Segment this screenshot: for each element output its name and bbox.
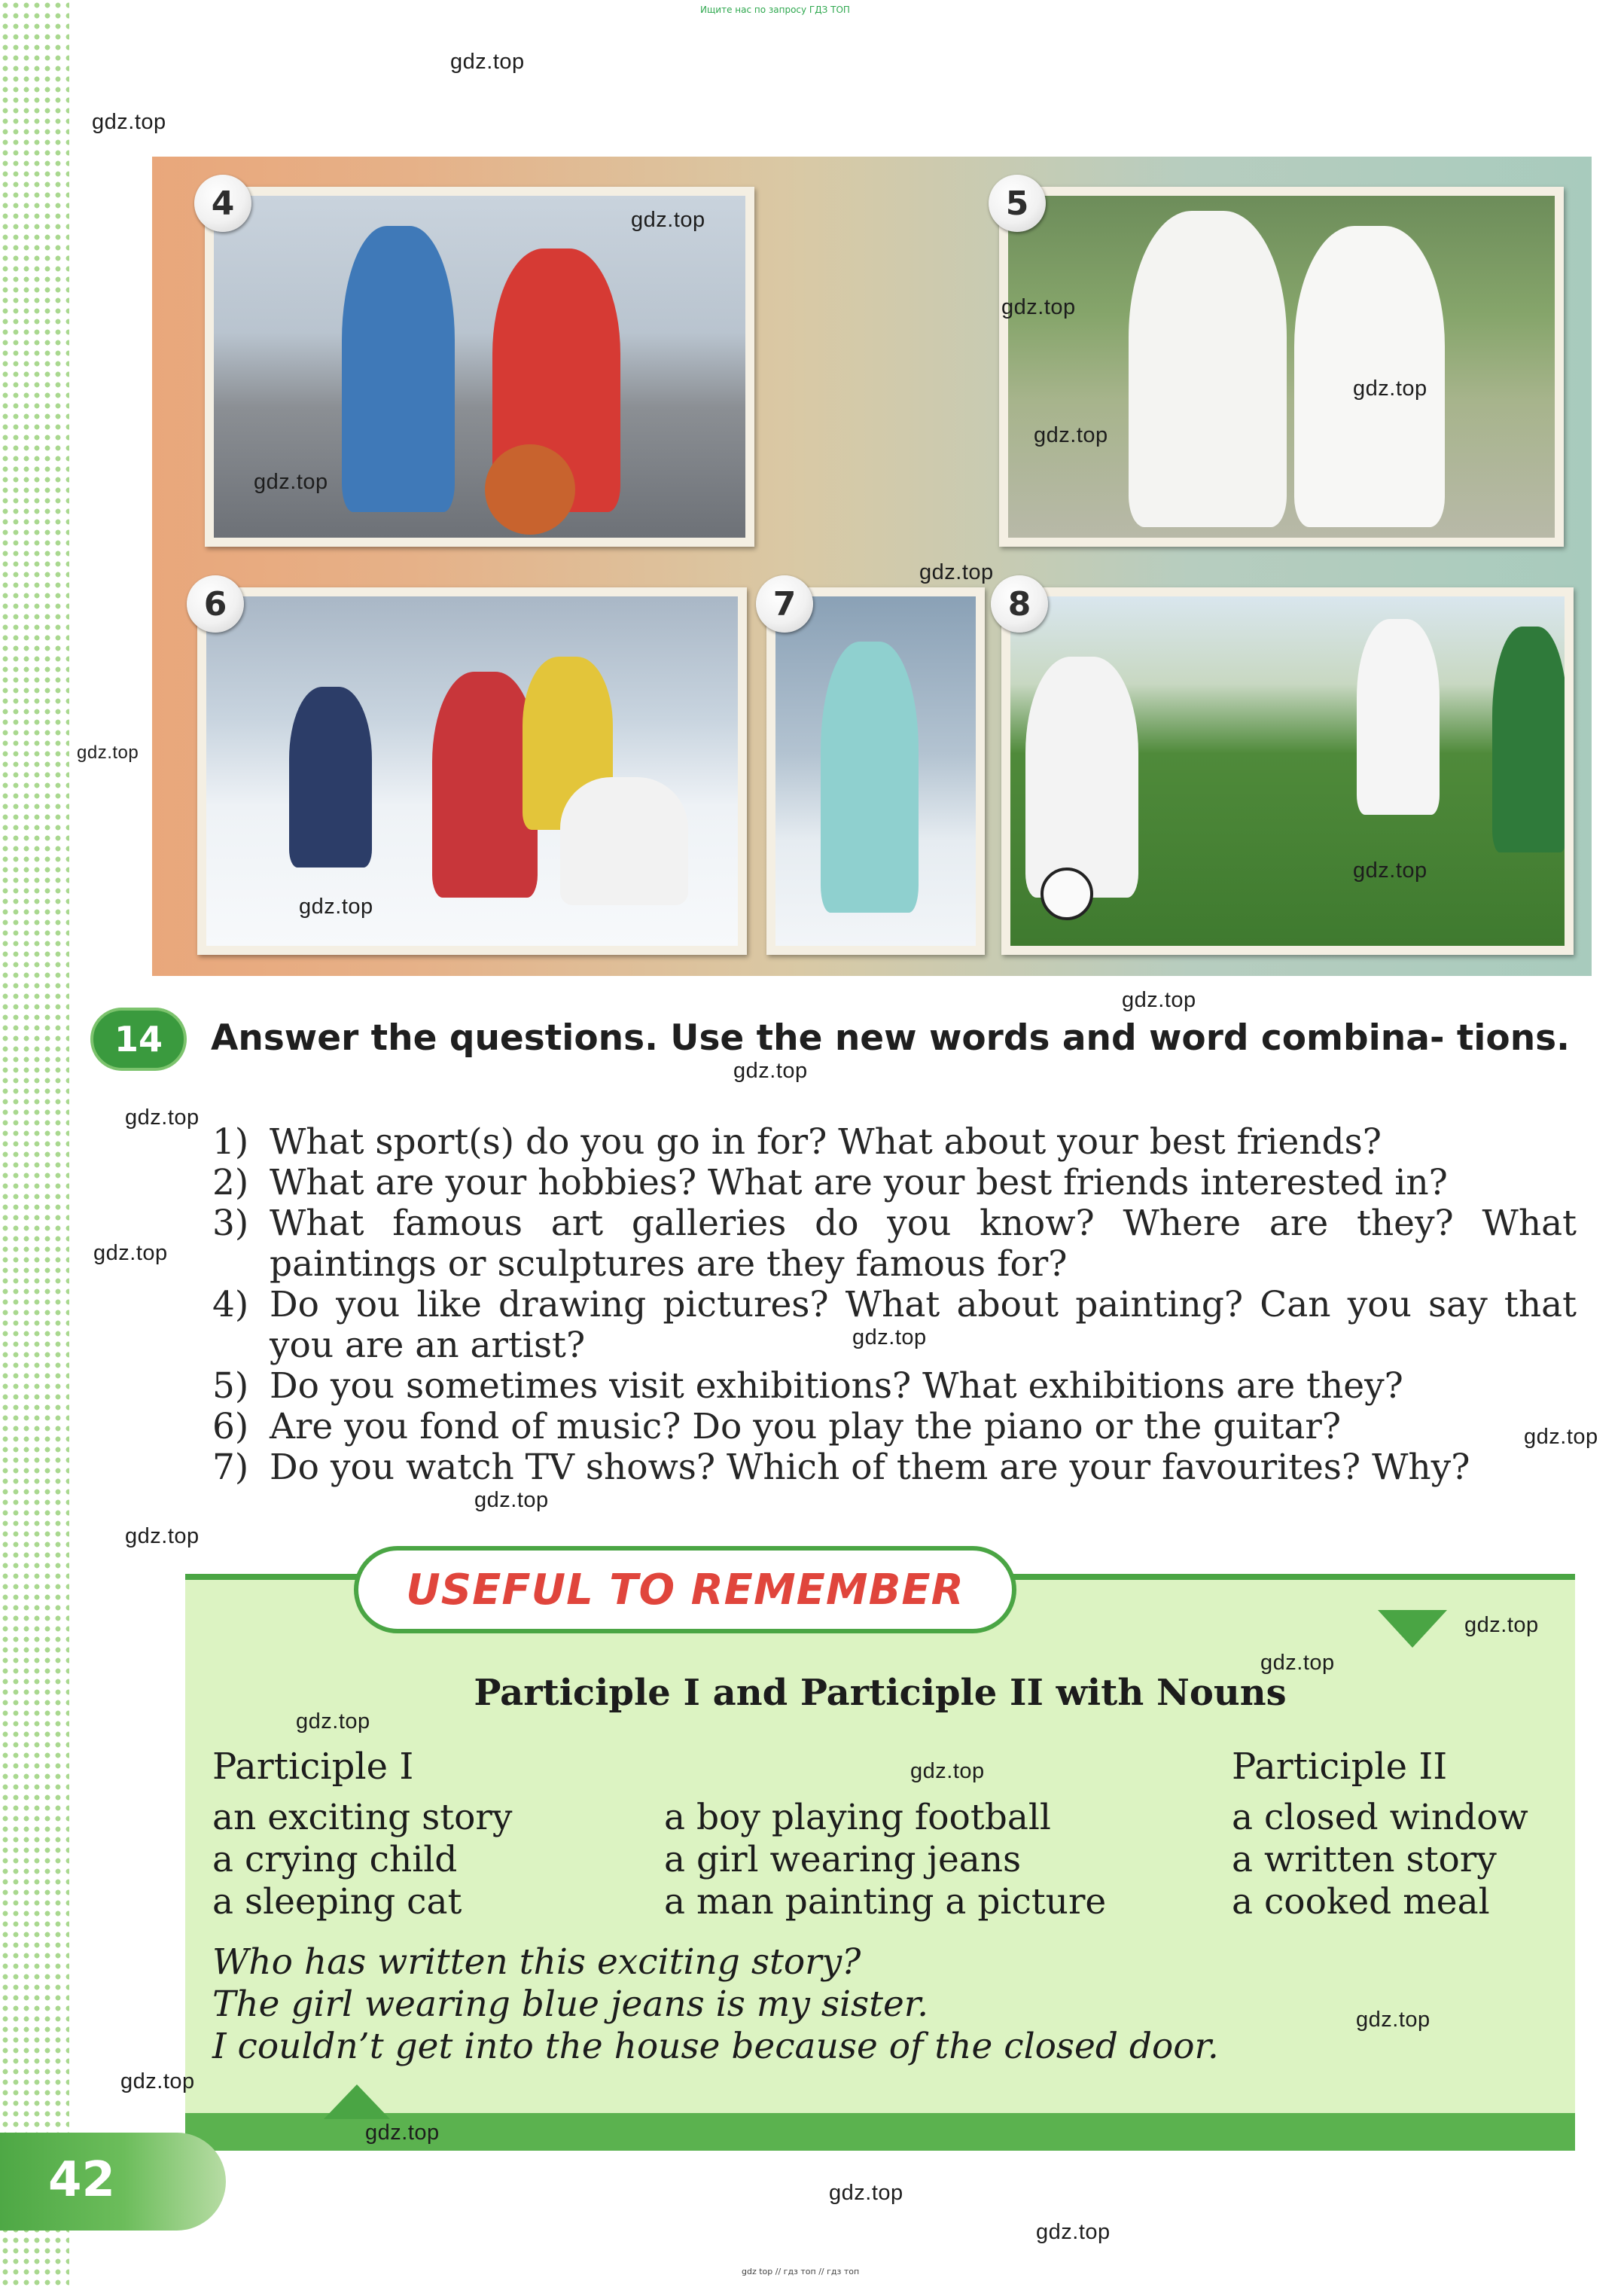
watermark: gdz.top [474, 1488, 549, 1512]
question-text: What are your hobbies? What are your best friends interested in? [270, 1162, 1448, 1203]
watermark: gdz.top [299, 895, 373, 919]
watermark: gdz.top [450, 50, 525, 74]
figure-player-red [432, 672, 538, 898]
list-item [212, 1366, 1577, 1407]
watermark: gdz.top [1001, 295, 1076, 319]
watermark: gdz.top [1524, 1425, 1598, 1449]
watermark: gdz.top [1356, 2008, 1431, 2032]
question-number: 5) [212, 1365, 249, 1407]
photo-number: 5 [989, 175, 1046, 232]
exercise-title: Answer the questions. Use the new words and word combina- tions. [211, 1017, 1570, 1059]
list-item: a man painting a picture [664, 1881, 1107, 1923]
watermark: gdz.top [125, 1524, 200, 1548]
example-sentence: The girl wearing blue jeans is my sister. [212, 1984, 929, 2025]
question-number: 6) [212, 1406, 249, 1447]
example-sentence: I couldn’t get into the house because of the closed door. [212, 2026, 1219, 2067]
watermark: gdz.top [125, 1105, 200, 1130]
photo-skating [766, 584, 985, 955]
skating-image [775, 596, 976, 946]
photo-football [1001, 584, 1574, 955]
watermark: gdz.top [1122, 988, 1196, 1012]
list-item: a crying child [212, 1839, 458, 1880]
watermark: gdz.top [254, 470, 328, 494]
question-text: Do you like drawing pictures? What about painting? Can you say that you are an artist? [270, 1284, 1577, 1366]
list-item [212, 1447, 1577, 1488]
participle-two-label: Participle II [1232, 1746, 1448, 1788]
question-text: What sport(s) do you go in for? What about your best friends? [270, 1121, 1382, 1163]
useful-ribbon [354, 1546, 1016, 1633]
question-text: Are you fond of music? Do you play the piano or the guitar? [270, 1406, 1342, 1447]
box-heading: Participle I and Participle II with Nouns [474, 1672, 1287, 1714]
figure-skater [821, 642, 919, 913]
question-number: 1) [212, 1121, 249, 1163]
watermark: gdz.top [365, 2121, 440, 2145]
question-text: Do you watch TV shows? Which of them are your favourites? Why? [270, 1447, 1470, 1488]
figure-player-white [560, 777, 688, 905]
watermark: gdz.top [733, 1059, 808, 1083]
tennis-image [1008, 196, 1555, 538]
participle-one-label: Participle I [212, 1746, 414, 1788]
top-note: Ищите нас по запросу ГДЗ ТОП [700, 5, 850, 15]
box-bottom-arrow [324, 2084, 390, 2119]
photo-hockey [197, 584, 747, 955]
figure-boy-blue [342, 226, 455, 512]
photo-number: 8 [991, 575, 1048, 633]
dotted-margin [0, 0, 69, 2287]
list-item: a sleeping cat [212, 1881, 462, 1923]
photo-collage [152, 157, 1592, 976]
watermark: gdz.top [1260, 1651, 1335, 1675]
list-item: a girl wearing jeans [664, 1839, 1022, 1880]
exercise-number-badge: 14 [90, 1008, 187, 1071]
watermark: gdz.top [1353, 377, 1427, 401]
list-item [212, 1407, 1577, 1447]
football-image [1010, 596, 1565, 946]
figure-footballer-front [1025, 657, 1138, 898]
watermark: gdz.top [296, 1709, 370, 1734]
watermark: gdz.top [77, 743, 139, 763]
list-item [212, 1203, 1577, 1285]
bottom-note: gdz top // гдз топ // гдз топ [742, 2267, 860, 2276]
participle-two-column [1232, 1797, 1528, 1923]
photo-tennis [999, 184, 1564, 547]
football-ball [1041, 868, 1093, 920]
question-text: What famous art galleries do you know? Where are they? What paintings or sculptures are they famous for? [270, 1203, 1577, 1285]
watermark: gdz.top [1034, 423, 1108, 447]
participle-one-column [212, 1797, 512, 1923]
watermark: gdz.top [1353, 858, 1427, 883]
photo-number: 6 [187, 575, 244, 633]
watermark: gdz.top [120, 2069, 195, 2093]
participle-one-phrase-column [664, 1797, 1106, 1923]
figure-footballer-back [1357, 619, 1440, 815]
question-number: 4) [212, 1284, 249, 1325]
question-number: 3) [212, 1203, 249, 1244]
hockey-image [206, 596, 738, 946]
watermark: gdz.top [92, 110, 166, 134]
page-number: 42 [48, 2152, 116, 2208]
ribbon-title: USEFUL TO REMEMBER [406, 1565, 964, 1615]
list-item: a written story [1232, 1839, 1497, 1880]
question-list [212, 1122, 1577, 1488]
watermark: gdz.top [910, 1759, 985, 1783]
list-item [212, 1163, 1577, 1203]
watermark: gdz.top [93, 1241, 168, 1265]
basketball-ball [485, 444, 575, 535]
watermark: gdz.top [919, 560, 994, 584]
figure-footballer-green [1492, 627, 1565, 852]
watermark: gdz.top [631, 208, 705, 232]
figure-player-blue [289, 687, 372, 868]
question-number: 2) [212, 1162, 249, 1203]
list-item: an exciting story [212, 1797, 513, 1838]
list-item: a cooked meal [1232, 1881, 1490, 1923]
watermark: gdz.top [1464, 1613, 1539, 1637]
figure-girl-left [1129, 211, 1287, 527]
watermark: gdz.top [852, 1325, 927, 1349]
example-sentence: Who has written this exciting story? [212, 1941, 861, 1983]
watermark: gdz.top [1036, 2220, 1111, 2244]
list-item: a closed window [1232, 1797, 1528, 1838]
list-item: a boy playing football [664, 1797, 1051, 1838]
question-number: 7) [212, 1447, 249, 1488]
question-text: Do you sometimes visit exhibitions? What exhibitions are they? [270, 1365, 1403, 1407]
list-item [212, 1122, 1577, 1163]
watermark: gdz.top [829, 2181, 903, 2205]
example-sentences [212, 1941, 1219, 2068]
photo-number: 7 [756, 575, 813, 633]
photo-number: 4 [194, 175, 251, 232]
box-top-arrow [1378, 1610, 1447, 1648]
